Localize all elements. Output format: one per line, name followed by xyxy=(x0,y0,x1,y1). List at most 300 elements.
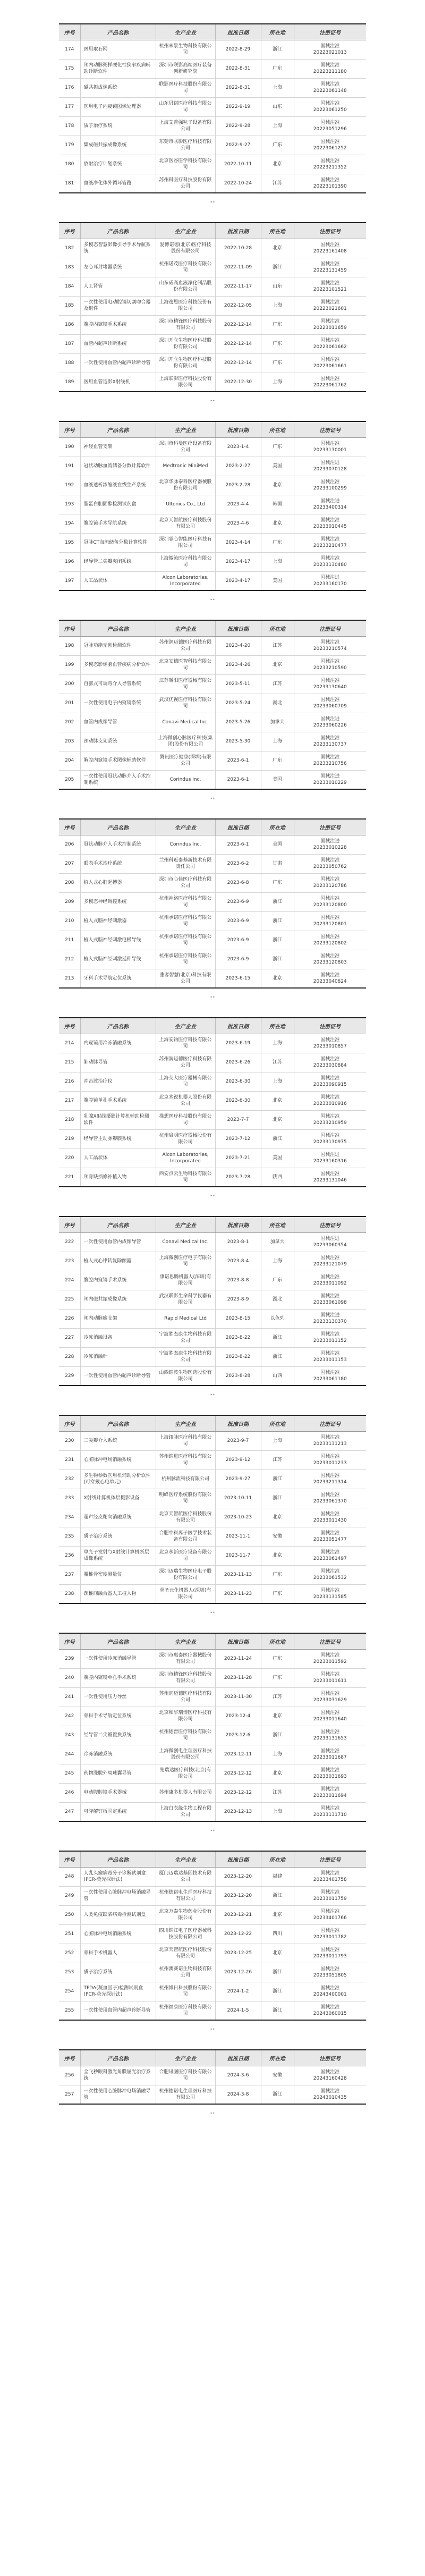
table-row xyxy=(59,97,366,116)
cell-approval-date: 2022-9-27 xyxy=(215,136,261,155)
cell-location: 浙江 xyxy=(261,40,294,59)
header-product: 产品名称 xyxy=(80,1633,156,1649)
reg-no-line: 20233061370 xyxy=(313,1499,347,1504)
table-header xyxy=(59,1851,366,1867)
cell-reg-no xyxy=(294,1982,366,2001)
cell-product-name: 冷冻消融系统 xyxy=(80,1745,156,1764)
table-row xyxy=(59,296,366,315)
reg-no-line: 20233210574 xyxy=(313,646,347,652)
reg-no-line: 国械注准 xyxy=(320,338,340,343)
cell-manufacturer: 杭州福康医疗科技有限公司 xyxy=(156,2001,215,2020)
page-separator-mark: •• xyxy=(210,995,215,1000)
cell-serial: 206 xyxy=(59,835,80,854)
cell-approval-date: 2023-8-8 xyxy=(215,1271,261,1290)
cell-manufacturer: 先瑞达医疗科技(北京)有限公司 xyxy=(156,1764,215,1783)
header-row xyxy=(59,421,366,437)
header-reg-no: 注册证号 xyxy=(294,223,366,239)
cell-approval-date: 2023-4-6 xyxy=(215,514,261,533)
cell-product-name: 乳腺X射线摄影计算机辅助检测软件 xyxy=(80,1110,156,1129)
table-body xyxy=(59,636,366,789)
header-row xyxy=(59,1217,366,1232)
registration-table xyxy=(59,222,366,392)
reg-no-line: 国械注准 xyxy=(320,1076,340,1081)
cell-manufacturer: 上海交大医疗器械有限公司 xyxy=(156,1072,215,1091)
reg-no-line: 20223061662 xyxy=(313,344,347,350)
cell-reg-no xyxy=(294,1053,366,1072)
cell-location: 广东 xyxy=(261,1565,294,1584)
cell-product-name: 自膨式可调弯介入导管系统 xyxy=(80,674,156,694)
table-row xyxy=(59,258,366,277)
cell-product-name: 三尖瓣介入系统 xyxy=(80,1431,156,1450)
cell-approval-date: 2023-2-27 xyxy=(215,457,261,476)
cell-location: 山东 xyxy=(261,97,294,116)
table-row xyxy=(59,1867,366,1886)
cell-product-name: 多模态影像脑血管疾病分析软件 xyxy=(80,655,156,674)
reg-no-line: 20233010857 xyxy=(313,1044,347,1049)
cell-approval-date: 2023-7-7 xyxy=(215,1110,261,1129)
cell-manufacturer: 四川锦江电子医疗器械科技股份有限公司 xyxy=(156,1924,215,1944)
cell-location: 浙江 xyxy=(261,1129,294,1148)
table-row xyxy=(59,1783,366,1802)
cell-serial: 247 xyxy=(59,1802,80,1821)
cell-approval-date: 2023-7-12 xyxy=(215,1129,261,1148)
reg-no-line: 20243010435 xyxy=(313,2094,347,2100)
cell-serial: 174 xyxy=(59,40,80,59)
header-maker: 生产企业 xyxy=(156,620,215,636)
reg-no-line: 国械注进 xyxy=(320,1152,340,1158)
cell-product-name: 腰椎骨密度测量仪 xyxy=(80,1565,156,1584)
cell-serial: 213 xyxy=(59,969,80,988)
reg-no-line: 国械注准 xyxy=(320,44,340,49)
cell-reg-no xyxy=(294,1072,366,1091)
cell-product-name: 颈椎间融合器人工植入物 xyxy=(80,1584,156,1603)
cell-approval-date: 2023-10-23 xyxy=(215,1508,261,1527)
reg-no-line: 国械注准 xyxy=(320,242,340,248)
table-row xyxy=(59,1290,366,1309)
cell-product-name: 一次性使用电动腔镜切割吻合器及组件 xyxy=(80,296,156,315)
cell-approval-date: 2023-7-21 xyxy=(215,1148,261,1168)
cell-approval-date: 2023-9-12 xyxy=(215,1450,261,1469)
reg-no-line: 20223131459 xyxy=(313,268,347,273)
cell-approval-date: 2023-11-13 xyxy=(215,1565,261,1584)
reg-no-line: 20233100299 xyxy=(313,486,347,491)
reg-no-line: 国械注准 xyxy=(320,1768,340,1773)
table-header xyxy=(59,620,366,636)
cell-approval-date: 2023-12-22 xyxy=(215,1924,261,1944)
reg-no-line: 20233401758 xyxy=(313,1877,347,1882)
reg-no-line: 国械注准 xyxy=(320,1274,340,1280)
cell-location: 浙江 xyxy=(261,1963,294,1982)
cell-manufacturer: 山东威高血液净化制品股份有限公司 xyxy=(156,277,215,296)
table-row xyxy=(59,334,366,353)
cell-reg-no xyxy=(294,1649,366,1668)
table-row xyxy=(59,1745,366,1764)
reg-no-line: 国械注准 xyxy=(320,82,340,87)
reg-no-line: 国械注准 xyxy=(320,755,340,760)
cell-manufacturer: 武汉优视医疗科技有限公司 xyxy=(156,694,215,713)
cell-serial: 246 xyxy=(59,1783,80,1802)
table-row xyxy=(59,1450,366,1469)
cell-approval-date: 2023-12-26 xyxy=(215,1963,261,1982)
cell-location: 陕西 xyxy=(261,1168,294,1187)
cell-serial: 216 xyxy=(59,1072,80,1091)
cell-reg-no xyxy=(294,1034,366,1053)
cell-approval-date: 2023-6-1 xyxy=(215,751,261,770)
cell-approval-date: 2023-12-21 xyxy=(215,1905,261,1924)
cell-product-name: 冲击波治疗仪 xyxy=(80,1072,156,1091)
cell-approval-date: 2023-1-4 xyxy=(215,437,261,457)
cell-product-name: 颈动脉支架系统 xyxy=(80,732,156,751)
cell-manufacturer: Conavi Medical Inc. xyxy=(156,713,215,732)
reg-no-line: 20233060226 xyxy=(313,723,347,728)
cell-product-name: 一次性使用血管内成像导管 xyxy=(80,1232,156,1252)
cell-manufacturer: 江苏暖阳医疗器械有限公司 xyxy=(156,674,215,694)
header-product: 产品名称 xyxy=(80,223,156,239)
cell-approval-date: 2023-6-9 xyxy=(215,892,261,911)
reg-no-line: 20233061532 xyxy=(313,1575,347,1581)
cell-location: 北京 xyxy=(261,239,294,258)
page-separator-mark: •• xyxy=(210,796,215,801)
header-serial: 序号 xyxy=(59,819,80,835)
cell-location: 美国 xyxy=(261,457,294,476)
cell-serial: 236 xyxy=(59,1546,80,1565)
registration-table xyxy=(59,1851,366,2021)
cell-product-name: 腹腔内窥镜手术系统 xyxy=(80,315,156,334)
header-reg-no: 注册证号 xyxy=(294,1633,366,1649)
cell-reg-no xyxy=(294,694,366,713)
header-maker: 生产企业 xyxy=(156,24,215,40)
cell-reg-no xyxy=(294,155,366,174)
header-location: 所在地 xyxy=(261,1415,294,1431)
reg-no-line: 国械注准 xyxy=(320,1691,340,1696)
cell-manufacturer: 推想医疗科技股份有限公司 xyxy=(156,1110,215,1129)
table-row xyxy=(59,116,366,136)
cell-product-name: 冷冻消融设备 xyxy=(80,1328,156,1347)
cell-location: 北京 xyxy=(261,1905,294,1924)
reg-no-line: 国械注准 xyxy=(320,1294,340,1299)
cell-manufacturer: 北京术锐机器人股份有限公司 xyxy=(156,1091,215,1110)
reg-no-line: 国械注准 xyxy=(320,101,340,106)
page-separator-mark: •• xyxy=(210,1392,215,1397)
cell-serial: 243 xyxy=(59,1726,80,1745)
cell-manufacturer: 北京天智航医疗科技股份有限公司 xyxy=(156,514,215,533)
cell-manufacturer: 深圳市联影高端医疗装备创新研究院 xyxy=(156,59,215,78)
cell-product-name: 神经血管支架 xyxy=(80,437,156,457)
reg-no-line: 国械注准 xyxy=(320,120,340,125)
cell-approval-date: 2023-6-2 xyxy=(215,854,261,873)
cell-manufacturer: Alcon Laboratories, Incorporated xyxy=(156,1148,215,1168)
cell-location: 广东 xyxy=(261,353,294,373)
header-reg-no: 注册证号 xyxy=(294,1415,366,1431)
reg-no-line: 20223211180 xyxy=(313,69,347,74)
header-product: 产品名称 xyxy=(80,1851,156,1867)
cell-serial: 228 xyxy=(59,1347,80,1366)
cell-location: 江苏 xyxy=(261,174,294,193)
reg-no-line: 20233131213 xyxy=(313,1441,347,1447)
cell-serial: 218 xyxy=(59,1110,80,1129)
table-row xyxy=(59,1565,366,1584)
cell-reg-no xyxy=(294,1271,366,1290)
cell-reg-no xyxy=(294,1764,366,1783)
cell-reg-no xyxy=(294,571,366,590)
reg-no-line: 20233120800 xyxy=(313,902,347,908)
cell-serial: 185 xyxy=(59,296,80,315)
header-maker: 生产企业 xyxy=(156,1018,215,1034)
header-product: 产品名称 xyxy=(80,421,156,437)
reg-no-line: 20233130975 xyxy=(313,1139,347,1145)
reg-no-line: 20233011640 xyxy=(313,1717,347,1722)
header-maker: 生产企业 xyxy=(156,819,215,835)
cell-approval-date: 2023-12-20 xyxy=(215,1886,261,1905)
cell-serial: 189 xyxy=(59,373,80,392)
cell-reg-no xyxy=(294,1745,366,1764)
table-row xyxy=(59,2085,366,2104)
cell-reg-no xyxy=(294,1450,366,1469)
cell-manufacturer: 苏州康多机器人有限公司 xyxy=(156,1783,215,1802)
cell-approval-date: 2023-12-11 xyxy=(215,1745,261,1764)
cell-approval-date: 2022-11-09 xyxy=(215,258,261,277)
cell-manufacturer: 北京和华瑞博医疗科技有限公司 xyxy=(156,1707,215,1726)
cell-product-name: 牙科手术导航定位系统 xyxy=(80,969,156,988)
table-row xyxy=(59,636,366,655)
table-row xyxy=(59,315,366,334)
cell-reg-no xyxy=(294,1886,366,1905)
reg-no-line: 20233130370 xyxy=(313,1319,347,1324)
cell-reg-no xyxy=(294,1347,366,1366)
cell-product-name: 腹腔镜单孔手术系统 xyxy=(80,1091,156,1110)
reg-no-line: 20223021601 xyxy=(313,306,347,311)
reg-no-line: 国械注准 xyxy=(320,1653,340,1658)
table-row xyxy=(59,1489,366,1508)
header-location: 所在地 xyxy=(261,2050,294,2066)
cell-approval-date: 2023-12-4 xyxy=(215,1707,261,1726)
cell-reg-no xyxy=(294,732,366,751)
cell-manufacturer: 杭州承诺医疗科技有限公司 xyxy=(156,950,215,969)
cell-location: 上海 xyxy=(261,1072,294,1091)
cell-location: 北京 xyxy=(261,155,294,174)
reg-no-line: 20233210959 xyxy=(313,1120,347,1126)
header-maker: 生产企业 xyxy=(156,421,215,437)
table-row xyxy=(59,1469,366,1489)
cell-reg-no xyxy=(294,1252,366,1271)
cell-approval-date: 2023-5-26 xyxy=(215,713,261,732)
cell-approval-date: 2023-4-14 xyxy=(215,533,261,552)
cell-reg-no xyxy=(294,751,366,770)
cell-serial: 193 xyxy=(59,495,80,514)
cell-approval-date: 2023-8-1 xyxy=(215,1232,261,1252)
cell-reg-no xyxy=(294,674,366,694)
cell-reg-no xyxy=(294,2085,366,2104)
header-reg-no: 注册证号 xyxy=(294,1018,366,1034)
table-body xyxy=(59,2066,366,2104)
cell-location: 浙江 xyxy=(261,950,294,969)
cell-approval-date: 2023-5-30 xyxy=(215,732,261,751)
cell-manufacturer: 深圳市精锋医疗科技股份有限公司 xyxy=(156,1668,215,1687)
reg-no-line: 20233030884 xyxy=(313,1063,347,1068)
reg-no-line: 国械注进 xyxy=(320,575,340,580)
reg-no-line: 国械注准 xyxy=(320,1871,340,1876)
cell-reg-no xyxy=(294,1867,366,1886)
cell-reg-no xyxy=(294,1565,366,1584)
cell-reg-no xyxy=(294,495,366,514)
cell-product-name: 内窥镜用冷冻消融系统 xyxy=(80,1034,156,1053)
table-body xyxy=(59,40,366,193)
cell-location: 浙江 xyxy=(261,1982,294,2001)
cell-serial: 200 xyxy=(59,674,80,694)
reg-no-line: 国械注准 xyxy=(320,1435,340,1440)
cell-manufacturer: 北京万泰生物药业股份有限公司 xyxy=(156,1905,215,1924)
cell-location: 广东 xyxy=(261,437,294,457)
reg-no-line: 国械注准 xyxy=(320,158,340,164)
cell-serial: 207 xyxy=(59,854,80,873)
table-header xyxy=(59,819,366,835)
cell-serial: 237 xyxy=(59,1565,80,1584)
reg-no-line: 20233061497 xyxy=(313,1556,347,1561)
table-row xyxy=(59,1527,366,1546)
table-row xyxy=(59,1707,366,1726)
reg-no-line: 20233051477 xyxy=(313,1537,347,1542)
table-row xyxy=(59,1905,366,1924)
page-block xyxy=(59,1633,366,1834)
cell-serial: 224 xyxy=(59,1271,80,1290)
table-row xyxy=(59,1649,366,1668)
reg-no-line: 国械注准 xyxy=(320,1473,340,1479)
cell-approval-date: 2022-10-28 xyxy=(215,239,261,258)
reg-no-line: 20233210590 xyxy=(313,665,347,671)
cell-serial: 211 xyxy=(59,931,80,950)
table-row xyxy=(59,854,366,873)
cell-serial: 244 xyxy=(59,1745,80,1764)
header-location: 所在地 xyxy=(261,24,294,40)
cell-approval-date: 2023-6-9 xyxy=(215,911,261,931)
header-location: 所在地 xyxy=(261,620,294,636)
cell-location: 浙江 xyxy=(261,1489,294,1508)
table-body xyxy=(59,437,366,590)
reg-no-line: 20233210477 xyxy=(313,543,347,548)
cell-location: 韩国 xyxy=(261,495,294,514)
reg-no-line: 国械注准 xyxy=(320,556,340,561)
cell-product-name: 质子治疗系统 xyxy=(80,1527,156,1546)
cell-serial: 199 xyxy=(59,655,80,674)
cell-serial: 196 xyxy=(59,552,80,571)
header-reg-no: 注册证号 xyxy=(294,421,366,437)
reg-no-line: 20233400314 xyxy=(313,505,347,510)
header-date: 批准日期 xyxy=(215,1415,261,1431)
cell-product-name: 全飞秒眼科激光角膜屈光治疗系统 xyxy=(80,2066,156,2085)
reg-no-line: 20233121079 xyxy=(313,1262,347,1267)
cell-serial: 245 xyxy=(59,1764,80,1783)
reg-no-line: 20233160316 xyxy=(313,1159,347,1164)
page-block xyxy=(59,818,366,1000)
table-row xyxy=(59,1129,366,1148)
cell-manufacturer: 北京医谷医学科技有限公司 xyxy=(156,155,215,174)
cell-serial: 179 xyxy=(59,136,80,155)
cell-serial: 252 xyxy=(59,1944,80,1963)
cell-manufacturer: 上海傲流医疗科技有限公司 xyxy=(156,552,215,571)
cell-location: 上海 xyxy=(261,296,294,315)
reg-no-line: 国械注准 xyxy=(320,915,340,920)
header-serial: 序号 xyxy=(59,421,80,437)
table-row xyxy=(59,1091,366,1110)
reg-no-line: 国械注准 xyxy=(320,1569,340,1574)
reg-no-line: 20243400001 xyxy=(313,1992,347,1997)
cell-manufacturer: 合肥讯图医疗科技有限公司 xyxy=(156,2066,215,2085)
cell-location: 加拿大 xyxy=(261,713,294,732)
cell-location: 浙江 xyxy=(261,1347,294,1366)
header-product: 产品名称 xyxy=(80,819,156,835)
cell-product-name: 血液透析浓缩液在线生产系统 xyxy=(80,476,156,495)
reg-no-line: 20233131046 xyxy=(313,1177,347,1183)
cell-approval-date: 2023-6-9 xyxy=(215,931,261,950)
cell-location: 上海 xyxy=(261,552,294,571)
cell-approval-date: 2023-11-1 xyxy=(215,1527,261,1546)
cell-serial: 210 xyxy=(59,911,80,931)
page-separator-mark: •• xyxy=(210,1610,215,1615)
cell-manufacturer: 杭州承诺医疗科技有限公司 xyxy=(156,931,215,950)
cell-product-name: 可降解钉板固定系统 xyxy=(80,1802,156,1821)
cell-product-name: 植入式心脏起搏器 xyxy=(80,873,156,892)
reg-no-line: 国械注准 xyxy=(320,2004,340,2010)
cell-serial: 223 xyxy=(59,1252,80,1271)
cell-manufacturer: 杭州启明医疗器械股份有限公司 xyxy=(156,1129,215,1148)
reg-no-line: 20223211352 xyxy=(313,165,347,170)
cell-reg-no xyxy=(294,1726,366,1745)
table-row xyxy=(59,373,366,392)
cell-manufacturer: 西安点云生物科技有限公司 xyxy=(156,1168,215,1187)
header-reg-no: 注册证号 xyxy=(294,24,366,40)
cell-manufacturer: 杭州德晋医疗科技有限公司 xyxy=(156,1726,215,1745)
cell-product-name: 人乳头瘤病毒分子诊断试剂盒(PCR-荧光探针法) xyxy=(80,1867,156,1886)
reg-no-line: 国械注准 xyxy=(320,1749,340,1754)
cell-manufacturer: 北京天智航医疗科技股份有限公司 xyxy=(156,1944,215,1963)
cell-manufacturer: 合肥中科离子医学技术装备有限公司 xyxy=(156,1527,215,1546)
cell-serial: 221 xyxy=(59,1168,80,1187)
cell-reg-no xyxy=(294,1668,366,1687)
registration-list xyxy=(0,23,425,2116)
cell-serial: 220 xyxy=(59,1148,80,1168)
reg-no-line: 20233011694 xyxy=(313,1793,347,1798)
cell-approval-date: 2022-12-05 xyxy=(215,296,261,315)
cell-manufacturer: 武汉联影生命科学仪器有限公司 xyxy=(156,1290,215,1309)
cell-product-name: 肺动脉导管 xyxy=(80,1053,156,1072)
cell-manufacturer: Corindus Inc. xyxy=(156,770,215,789)
table-header xyxy=(59,421,366,437)
cell-manufacturer: 东莞市联影医疗科技有限公司 xyxy=(156,136,215,155)
table-row xyxy=(59,1328,366,1347)
reg-no-line: 20233051805 xyxy=(313,1973,347,1978)
cell-approval-date: 2022-8-31 xyxy=(215,59,261,78)
registration-table xyxy=(59,421,366,591)
reg-no-line: 国械注准 xyxy=(320,139,340,145)
cell-product-name: 眼表手术治疗系统 xyxy=(80,854,156,873)
cell-manufacturer: 苏州润迈德医疗科技有限公司 xyxy=(156,1053,215,1072)
cell-location: 以色列 xyxy=(261,1309,294,1328)
cell-serial: 184 xyxy=(59,277,80,296)
header-product: 产品名称 xyxy=(80,620,156,636)
cell-approval-date: 2022-10-11 xyxy=(215,155,261,174)
cell-manufacturer: 深圳睿心智能医疗科技有限公司 xyxy=(156,533,215,552)
table-body xyxy=(59,239,366,392)
reg-no-line: 20233011592 xyxy=(313,1659,347,1665)
cell-serial: 217 xyxy=(59,1091,80,1110)
cell-reg-no xyxy=(294,258,366,277)
cell-serial: 181 xyxy=(59,174,80,193)
cell-product-name: 质子治疗系统 xyxy=(80,1963,156,1982)
cell-serial: 214 xyxy=(59,1034,80,1053)
header-serial: 序号 xyxy=(59,1217,80,1232)
reg-no-line: 20233130480 xyxy=(313,562,347,568)
cell-location: 上海 xyxy=(261,1802,294,1821)
